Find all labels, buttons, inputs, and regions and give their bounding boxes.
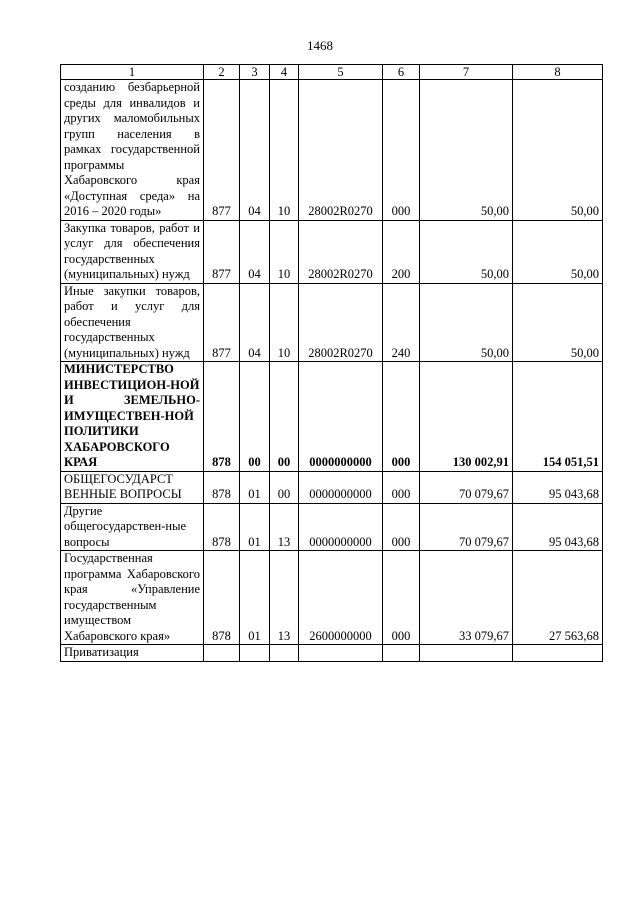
row-name-cell: ОБЩЕГОСУДАРСТ ВЕННЫЕ ВОПРОСЫ [61, 471, 204, 503]
ved-code-cell: 878 [204, 551, 240, 645]
expense-type-cell: 000 [383, 362, 420, 472]
table-row [61, 283, 603, 362]
ved-code-cell: 878 [204, 471, 240, 503]
amount-cell [420, 645, 513, 662]
table-row [61, 503, 603, 551]
row-name-cell: созданию безбарьерной среды для инвалидов и других маломобильных групп населения в рамках государственной программы Хабаровского края «Доступная среда» на 2016 – 2020 годы» [61, 80, 204, 221]
column-header: 6 [383, 65, 420, 80]
subsection-code-cell: 00 [270, 362, 299, 472]
subsection-code-cell: 10 [270, 80, 299, 221]
expense-type-cell [383, 645, 420, 662]
target-article-cell: 0000000000 [299, 362, 383, 472]
budget-table [60, 64, 603, 662]
subsection-code-cell: 00 [270, 471, 299, 503]
subsection-code-cell [270, 645, 299, 662]
expense-type-cell: 000 [383, 80, 420, 221]
amount-cell: 50,00 [513, 220, 603, 283]
subsection-code-cell: 13 [270, 503, 299, 551]
table-row [61, 471, 603, 503]
page-number: 1468 [307, 38, 333, 53]
expense-type-cell: 000 [383, 471, 420, 503]
ved-code-cell: 877 [204, 80, 240, 221]
target-article-cell [299, 645, 383, 662]
amount-cell: 27 563,68 [513, 551, 603, 645]
amount-cell: 70 079,67 [420, 471, 513, 503]
table-row [61, 645, 603, 662]
amount-cell: 50,00 [420, 283, 513, 362]
amount-cell: 50,00 [513, 283, 603, 362]
row-name-cell: Иные закупки товаров, работ и услуг для обеспечения государственных (муниципальных) нужд [61, 283, 204, 362]
target-article-cell: 0000000000 [299, 471, 383, 503]
ved-code-cell [204, 645, 240, 662]
subsection-code-cell: 13 [270, 551, 299, 645]
section-code-cell: 04 [240, 220, 270, 283]
table-row [61, 362, 603, 472]
target-article-cell: 2600000000 [299, 551, 383, 645]
table-row [61, 220, 603, 283]
amount-cell: 50,00 [513, 80, 603, 221]
expense-type-cell: 000 [383, 503, 420, 551]
amount-cell: 95 043,68 [513, 471, 603, 503]
table-row [61, 551, 603, 645]
ved-code-cell: 877 [204, 283, 240, 362]
amount-cell: 50,00 [420, 80, 513, 221]
ved-code-cell: 878 [204, 503, 240, 551]
amount-cell: 154 051,51 [513, 362, 603, 472]
table-header-row [61, 65, 603, 80]
section-code-cell: 01 [240, 503, 270, 551]
column-header: 5 [299, 65, 383, 80]
section-code-cell: 01 [240, 551, 270, 645]
amount-cell: 33 079,67 [420, 551, 513, 645]
table-row [61, 80, 603, 221]
row-name-cell: Закупка товаров, работ и услуг для обеспечения государственных (муниципальных) нужд [61, 220, 204, 283]
target-article-cell: 28002R0270 [299, 220, 383, 283]
amount-cell [513, 645, 603, 662]
target-article-cell: 28002R0270 [299, 283, 383, 362]
ved-code-cell: 877 [204, 220, 240, 283]
amount-cell: 130 002,91 [420, 362, 513, 472]
row-name-cell: Другие общегосударствен-ные вопросы [61, 503, 204, 551]
section-code-cell: 04 [240, 80, 270, 221]
row-name-cell: Государственная программа Хабаровского края «Управление государственным имуществом Хабаровского края» [61, 551, 204, 645]
section-code-cell: 04 [240, 283, 270, 362]
section-code-cell: 01 [240, 471, 270, 503]
row-name-cell: МИНИСТЕРСТВО ИНВЕСТИЦИОН-НОЙ И ЗЕМЕЛЬНО-ИМУЩЕСТВЕН-НОЙ ПОЛИТИКИ ХАБАРОВСКОГО КРАЯ [61, 362, 204, 472]
expense-type-cell: 000 [383, 551, 420, 645]
target-article-cell: 28002R0270 [299, 80, 383, 221]
target-article-cell: 0000000000 [299, 503, 383, 551]
subsection-code-cell: 10 [270, 220, 299, 283]
amount-cell: 70 079,67 [420, 503, 513, 551]
column-header: 2 [204, 65, 240, 80]
expense-type-cell: 240 [383, 283, 420, 362]
section-code-cell [240, 645, 270, 662]
ved-code-cell: 878 [204, 362, 240, 472]
column-header: 7 [420, 65, 513, 80]
expense-type-cell: 200 [383, 220, 420, 283]
column-header: 3 [240, 65, 270, 80]
row-name-cell: Приватизация [61, 645, 204, 662]
column-header: 4 [270, 65, 299, 80]
column-header: 1 [61, 65, 204, 80]
column-header: 8 [513, 65, 603, 80]
subsection-code-cell: 10 [270, 283, 299, 362]
amount-cell: 50,00 [420, 220, 513, 283]
amount-cell: 95 043,68 [513, 503, 603, 551]
section-code-cell: 00 [240, 362, 270, 472]
